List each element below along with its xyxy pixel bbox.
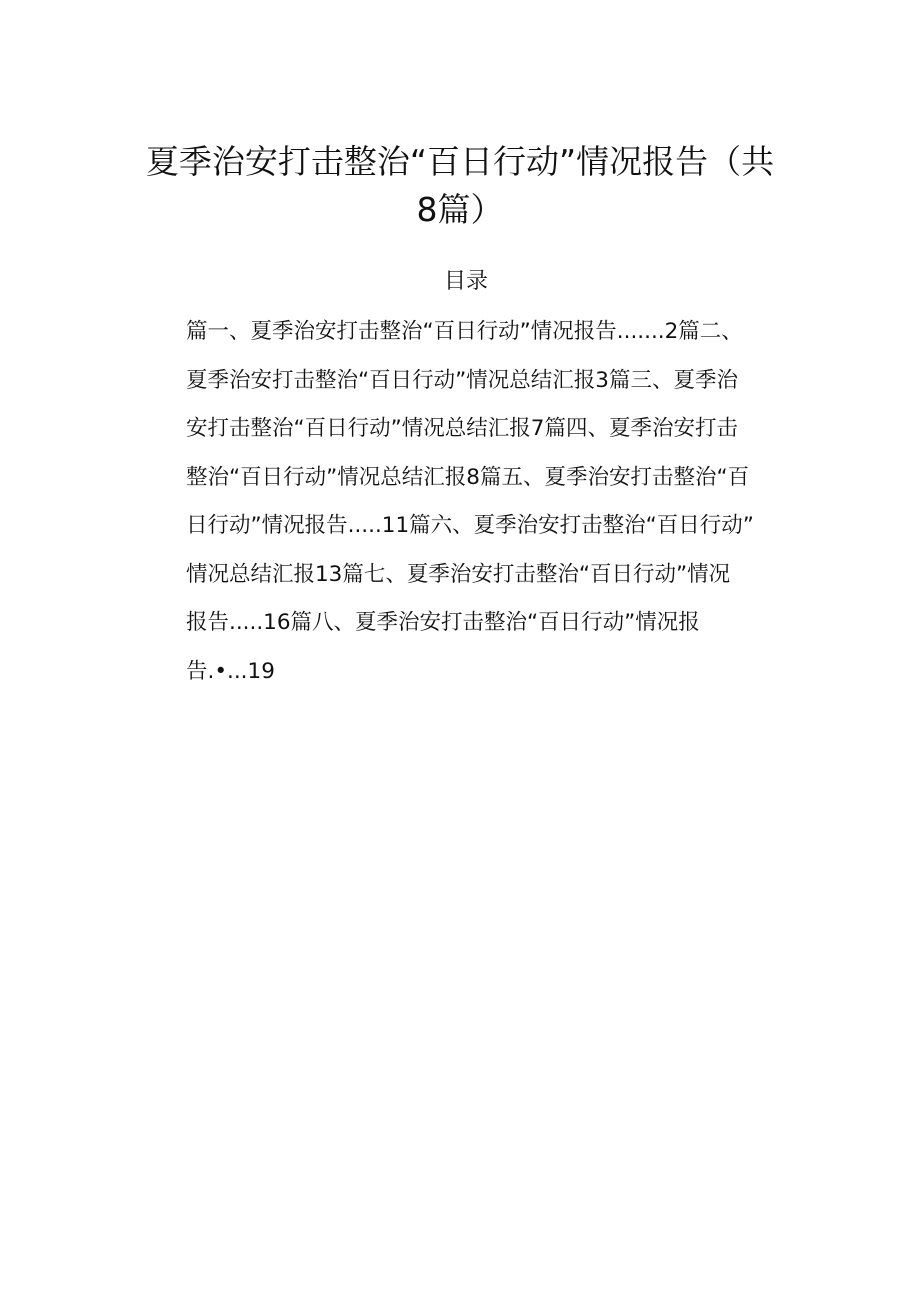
document-title <box>130 138 790 234</box>
toc-line: 夏季治安打击整治“百日行动”情况总结汇报3篇三、夏季治 <box>186 367 738 393</box>
title-line-2: 8篇） <box>416 190 504 229</box>
toc-line: 日行动”情况报告.....11篇六、夏季治安打击整治“百日行动” <box>186 513 754 538</box>
title-line-1: 夏季治安打击整治“百日行动”情况报告（共 <box>145 142 775 181</box>
toc-line: 安打击整治“百日行动”情况总结汇报7篇四、夏季治安打击 <box>186 416 738 441</box>
toc-line: 告.•...19 <box>186 658 275 684</box>
toc-line: 篇一、夏季治安打击整治“百日行动”情况报告.......2篇二、 <box>186 319 743 344</box>
table-of-contents <box>186 308 806 696</box>
toc-line: 情况总结汇报13篇七、夏季治安打击整治“百日行动”情况 <box>186 561 731 587</box>
toc-heading: 目录 <box>443 269 488 294</box>
toc-line: 报告.....16篇八、夏季治安打击整治“百日行动”情况报 <box>186 610 700 635</box>
toc-line: 整治“百日行动”情况总结汇报8篇五、夏季治安打击整治“百 <box>186 464 750 490</box>
